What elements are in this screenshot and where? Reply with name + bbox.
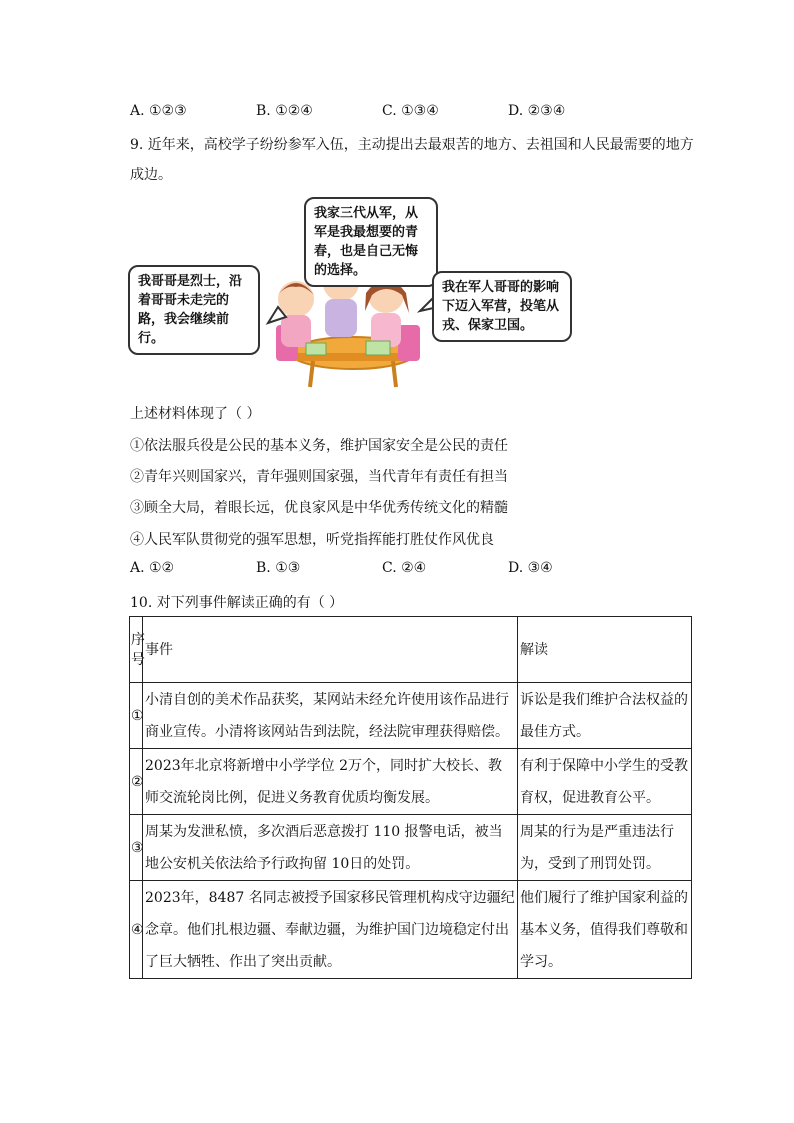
q9-stem-line2: 成边。 (130, 167, 172, 183)
q9-statement-4: ④人民军队贯彻党的强军思想，听党指挥能打胜仗作风优良 (130, 532, 494, 548)
q9-option-a: A. ①② (130, 560, 175, 576)
row-interp: 他们履行了维护国家利益的基本义务，值得我们尊敬和学习。 (518, 881, 692, 979)
row-event: 小清自创的美术作品获奖，某网站未经允许使用该作品进行商业宣传。小清将该网站告到法院，经法院审理获得赔偿。 (143, 683, 518, 749)
q9-statement-2: ②青年兴则国家兴，青年强则国家强，当代青年有责任有担当 (130, 469, 508, 485)
q9-statement-3: ③顾全大局，着眼长远，优良家风是中华优秀传统文化的精髓 (130, 500, 508, 516)
row-event: 2023年，8487 名同志被授予国家移民管理机构戍守边疆纪念章。他们扎根边疆、奉献边疆，为维护国门边境稳定付出了巨大牺牲、作出了突出贡献。 (143, 881, 518, 979)
table-row (130, 683, 692, 749)
q8-option-a: A. ①②③ (130, 103, 187, 119)
header-interp: 解读 (518, 617, 692, 683)
q9-stem-line1: 9. 近年来，高校学子纷纷参军入伍，主动提出去最艰苦的地方、去祖国和人民最需要的地方 (130, 137, 694, 153)
header-event: 事件 (143, 617, 518, 683)
row-num: ② (130, 749, 143, 815)
row-num: ③ (130, 815, 143, 881)
q8-option-d: D. ②③④ (508, 103, 566, 119)
q9-prompt: 上述材料体现了（ ） (130, 406, 261, 422)
q8-option-c: C. ①③④ (382, 103, 439, 119)
q10-events-table (129, 616, 692, 979)
row-interp: 周某的行为是严重违法行为，受到了刑罚处罚。 (518, 815, 692, 881)
row-num: ④ (130, 881, 143, 979)
q8-option-b: B. ①②④ (256, 103, 313, 119)
table-header-row (130, 617, 692, 683)
table-row (130, 749, 692, 815)
row-interp: 有利于保障中小学生的受教育权，促进教育公平。 (518, 749, 692, 815)
q9-option-d: D. ③④ (508, 560, 553, 576)
q9-illustration (128, 195, 573, 395)
q9-option-c: C. ②④ (382, 560, 427, 576)
speech-bubble-middle: 我家三代从军，从军是我最想要的青春，也是自己无悔的选择。 (304, 197, 438, 287)
row-interp: 诉讼是我们维护合法权益的最佳方式。 (518, 683, 692, 749)
speech-bubble-right: 我在军人哥哥的影响下迈入军营，投笔从戎、保家卫国。 (432, 271, 572, 342)
table-row (130, 881, 692, 979)
row-event: 2023年北京将新增中小学学位 2万个，同时扩大校长、教师交流轮岗比例，促进义务教育优质均衡发展。 (143, 749, 518, 815)
speech-bubble-left: 我哥哥是烈士，沿着哥哥未走完的路，我会继续前行。 (128, 265, 260, 355)
q9-option-b: B. ①③ (256, 560, 301, 576)
header-num: 序号 (130, 617, 143, 683)
row-event: 周某为发泄私愤，多次酒后恶意拨打 110 报警电话，被当地公安机关依法给予行政拘留 10日的处罚。 (143, 815, 518, 881)
q9-statement-1: ①依法服兵役是公民的基本义务，维护国家安全是公民的责任 (130, 438, 508, 454)
q10-stem: 10. 对下列事件解读正确的有（ ） (130, 595, 344, 611)
table-row (130, 815, 692, 881)
row-num: ① (130, 683, 143, 749)
